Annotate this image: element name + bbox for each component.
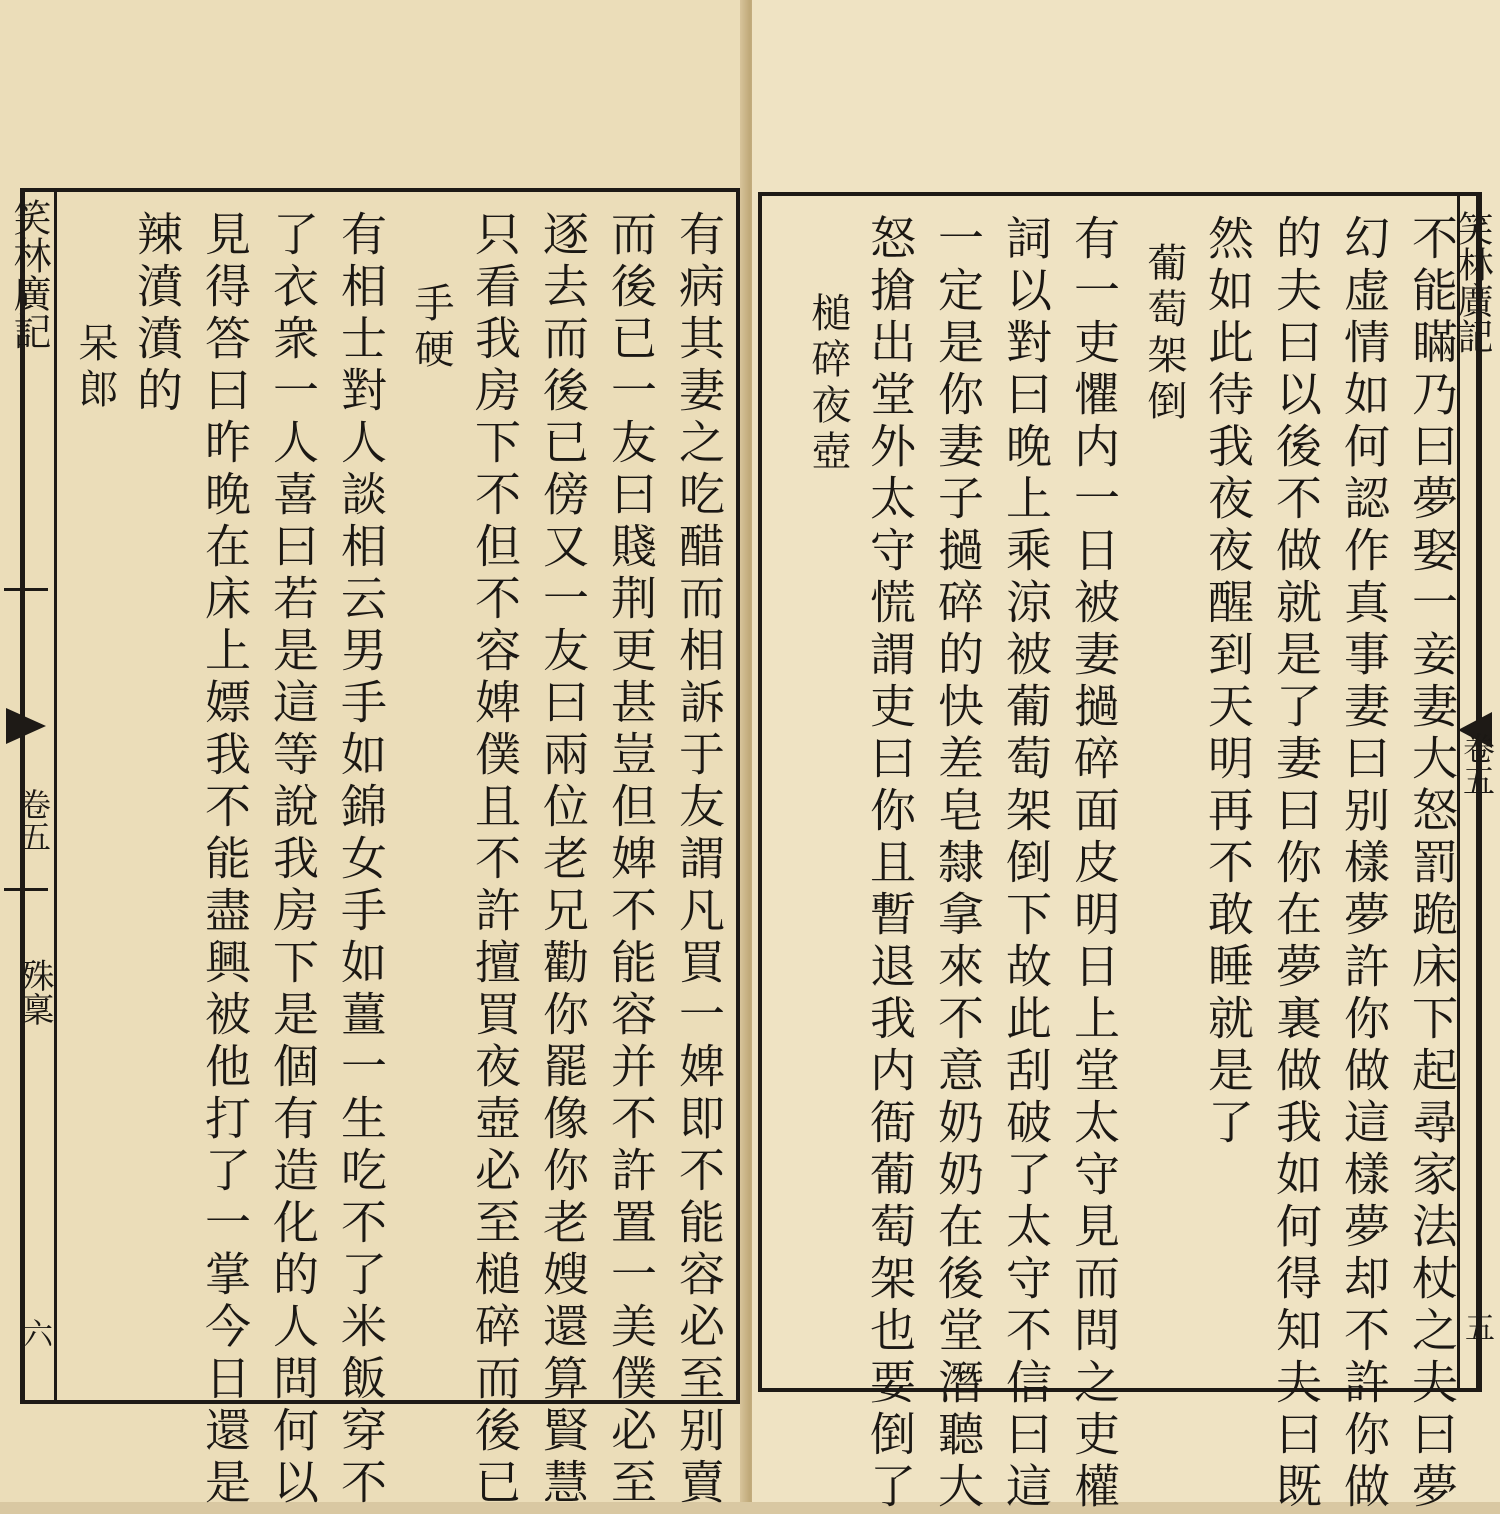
text-column: 而後已一友曰賤荆更甚豈但婢不能容并不許置一美僕必至 bbox=[604, 210, 658, 1510]
section-heading: 葡萄架倒 bbox=[1141, 242, 1187, 426]
text-column: 見得答曰昨晚在床上嫖我不能盡興被他打了一掌今日還是 bbox=[198, 210, 252, 1510]
banxin-juan: 卷五 bbox=[14, 788, 52, 852]
right-page-frame bbox=[758, 192, 1482, 1514]
text-column: 不能瞞乃曰夢娶一妾妻大怒罰跪床下起尋家法杖之夫曰夢 bbox=[1405, 214, 1459, 1514]
text-column: 詞以對曰晚上乘涼被葡萄架倒下故此刮破了太守不信曰這 bbox=[999, 214, 1053, 1514]
text-column: 有病其妻之吃醋而相訴于友謂凡買一婢即不能容必至别賣 bbox=[672, 210, 726, 1510]
text-column: 逐去而後已傍又一友曰兩位老兄勸你罷像你老嫂還算賢慧 bbox=[536, 210, 590, 1510]
edge-juan: 卷五 bbox=[1458, 732, 1496, 796]
section-heading: 槌碎夜壺 bbox=[805, 292, 851, 476]
right-edge-strip bbox=[1452, 192, 1500, 1392]
text-column: 怒搶出堂外太守慌謂吏曰你且暫退我内衙葡萄架也要倒了 bbox=[863, 214, 917, 1514]
divider bbox=[4, 888, 48, 891]
text-column: 然如此待我夜夜醒到天明再不敢睡就是了 bbox=[1201, 214, 1255, 1150]
text-column: 一定是你妻子撾碎的快差皂隸拿來不意奶奶在後堂潛聽大 bbox=[931, 214, 985, 1514]
folio-number: 五 bbox=[1459, 1312, 1494, 1342]
text-column: 了衣衆一人喜曰若是這等說我房下是個有造化的人問何以 bbox=[266, 210, 320, 1510]
banxin-title: 笑林廣記 bbox=[7, 198, 51, 350]
left-page-frame bbox=[20, 188, 740, 1510]
left-page bbox=[0, 0, 748, 1510]
text-column: 幻虚情如何認作真事妻曰别樣夢許你做這樣夢却不許你做 bbox=[1337, 214, 1391, 1514]
text-column: 有相士對人談相云男手如錦女手如薑一生吃不了米飯穿不 bbox=[334, 210, 388, 1510]
centre-strip bbox=[4, 188, 57, 1404]
section-heading: 手硬 bbox=[408, 282, 454, 374]
folio-number: 六 bbox=[17, 1318, 52, 1348]
divider bbox=[4, 588, 48, 591]
text-column: 辣濆濆的 bbox=[130, 210, 184, 418]
text-column: 有一吏懼内一日被妻撾碎面皮明日上堂太守見而問之吏權 bbox=[1067, 214, 1121, 1514]
text-column: 的夫曰以後不做就是了妻曰你在夢裏做我如何得知夫曰既 bbox=[1269, 214, 1323, 1514]
banxin-section: 殊稟 bbox=[14, 958, 54, 1026]
text-column: 只看我房下不但不容婢僕且不許擅買夜壺必至槌碎而後已 bbox=[468, 210, 522, 1510]
edge-title: 笑林廣記 bbox=[1452, 210, 1493, 354]
fishtail-mark bbox=[6, 708, 46, 744]
right-page bbox=[752, 0, 1500, 1514]
section-heading: 呆郎 bbox=[72, 322, 118, 414]
